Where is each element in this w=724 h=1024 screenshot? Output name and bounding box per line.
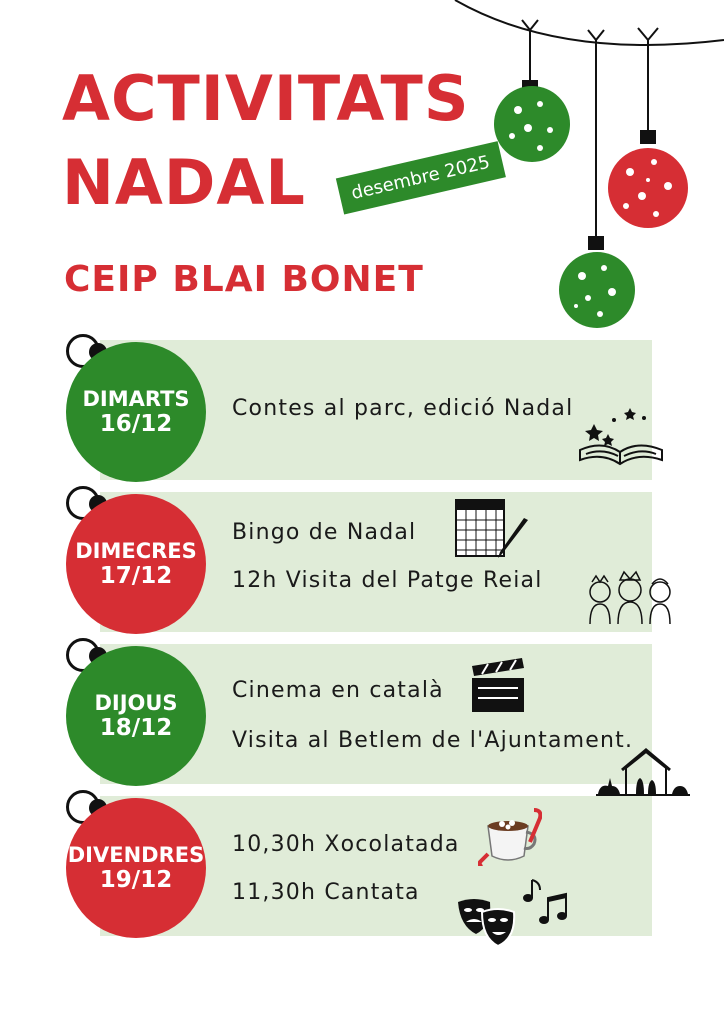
title-line-2: NADAL <box>62 146 306 219</box>
day-date: 18/12 <box>99 714 173 741</box>
title-line-1: ACTIVITATS <box>62 62 470 135</box>
day-badge-2 <box>66 494 206 634</box>
activity-4-1: 10,30h Xocolatada <box>232 832 460 857</box>
day-name: DIVENDRES <box>67 842 205 867</box>
day-name: DIMECRES <box>75 538 197 563</box>
day-name: DIMARTS <box>82 386 190 411</box>
nativity-icon <box>596 748 690 798</box>
activity-1-1: Contes al parc, edició Nadal <box>232 396 574 421</box>
activity-4-2: 11,30h Cantata <box>232 880 420 905</box>
day-date: 17/12 <box>99 562 173 589</box>
day-date: 19/12 <box>99 866 173 893</box>
date-tag: desembre 2025 <box>336 141 506 214</box>
day-badge-1 <box>66 342 206 482</box>
clapperboard-icon <box>468 656 528 714</box>
activity-2-1: Bingo de Nadal <box>232 520 417 545</box>
three-kings-icon <box>584 570 678 624</box>
school-name: CEIP BLAI BONET <box>64 259 424 300</box>
day-date: 16/12 <box>99 410 173 437</box>
activity-3-2: Visita al Betlem de l'Ajuntament. <box>232 728 634 753</box>
day-name: DIJOUS <box>94 690 178 715</box>
day-badge-4 <box>66 798 206 938</box>
theater-masks-icon <box>452 876 572 956</box>
bingo-card-icon <box>454 498 534 560</box>
activity-3-1: Cinema en català <box>232 678 444 703</box>
hot-chocolate-icon <box>478 808 542 866</box>
activity-2-2: 12h Visita del Patge Reial <box>232 568 543 593</box>
day-badge-3 <box>66 646 206 786</box>
book-icon <box>574 402 668 472</box>
